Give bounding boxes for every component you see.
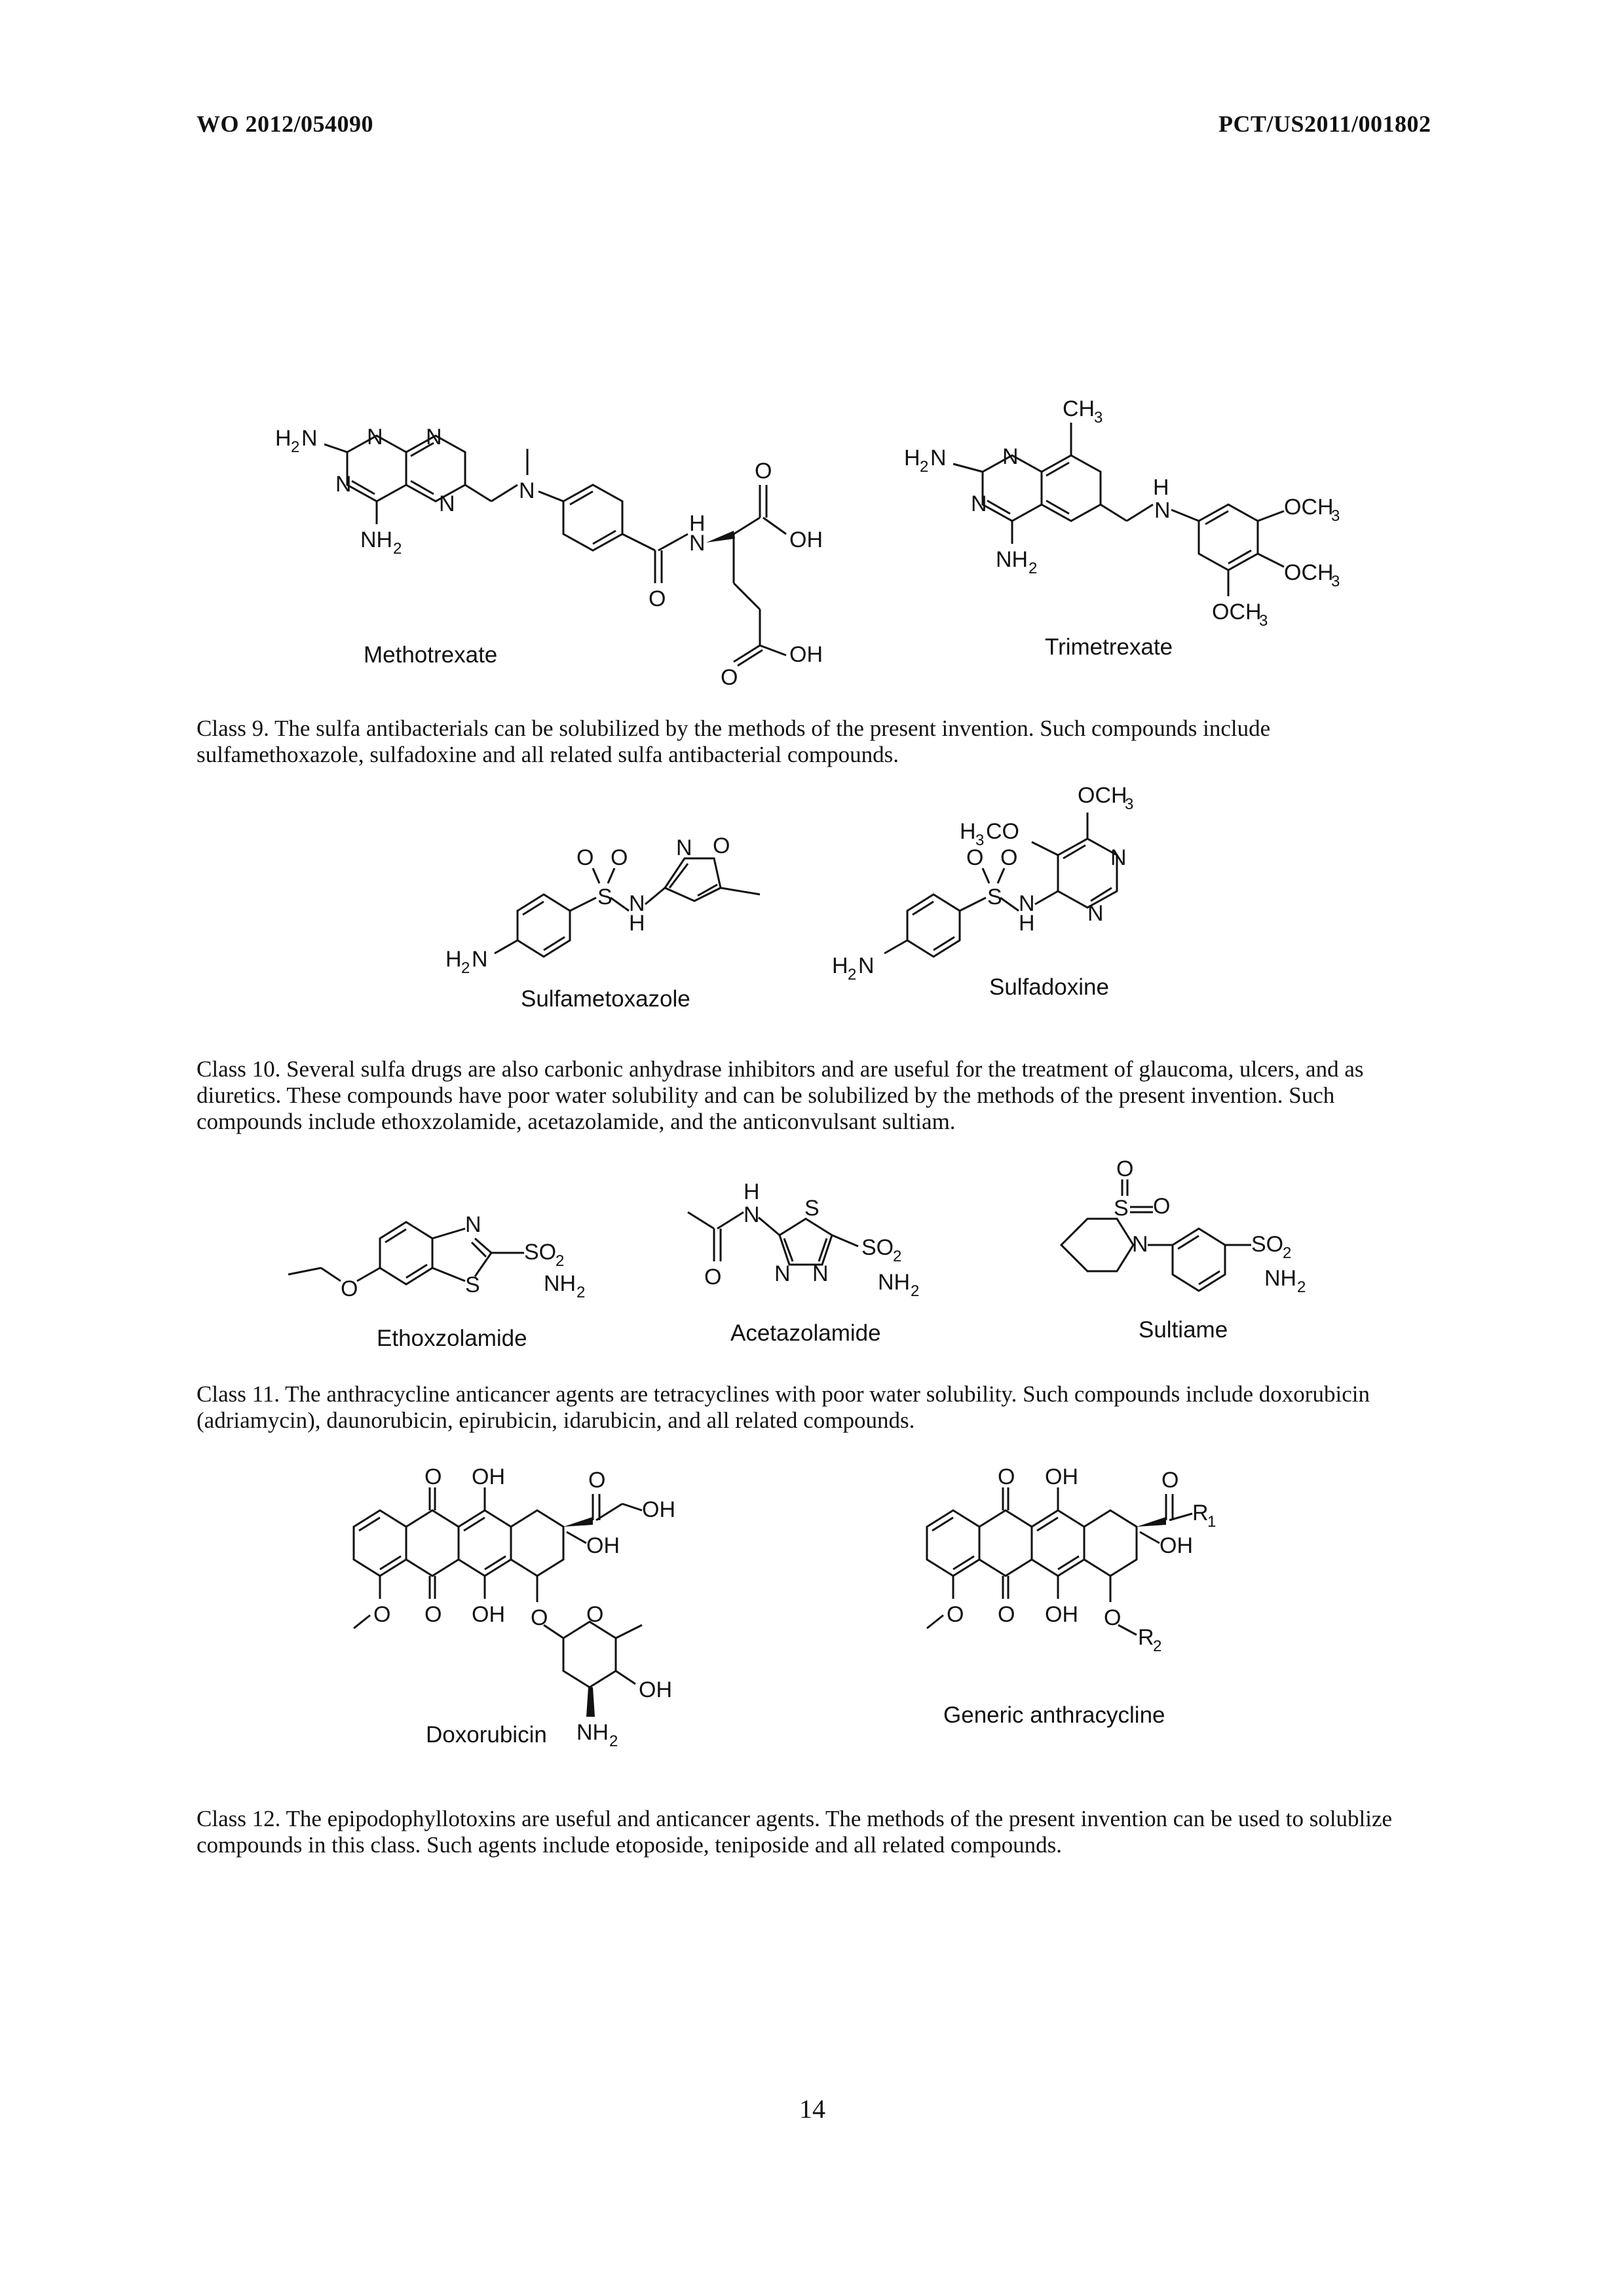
- caption-sulfadoxine: Sulfadoxine: [989, 974, 1109, 1000]
- svg-text:2: 2: [1028, 560, 1038, 577]
- svg-text:H: H: [689, 511, 706, 536]
- svg-text:R: R: [1138, 1625, 1154, 1650]
- svg-text:O: O: [531, 1605, 548, 1630]
- sultiame-structure: [1048, 1157, 1415, 1317]
- svg-text:OH: OH: [586, 1533, 620, 1558]
- svg-text:O: O: [611, 845, 628, 870]
- svg-text:O: O: [1116, 1157, 1134, 1181]
- svg-text:NH: NH: [1264, 1266, 1297, 1291]
- svg-text:H: H: [629, 911, 645, 936]
- svg-text:O: O: [649, 586, 666, 611]
- svg-text:3: 3: [1331, 507, 1340, 525]
- svg-text:H: H: [904, 446, 920, 470]
- svg-text:N: N: [335, 472, 352, 497]
- caption-sulfametoxazole: Sulfametoxazole: [521, 986, 690, 1012]
- svg-text:O: O: [998, 1602, 1015, 1627]
- svg-text:O: O: [755, 459, 772, 484]
- svg-text:O: O: [588, 1468, 606, 1493]
- svg-text:N: N: [774, 1261, 791, 1286]
- header-application-number: PCT/US2011/001802: [1218, 111, 1431, 137]
- svg-text:NH: NH: [576, 1720, 609, 1745]
- paragraph-class-10: Class 10. Several sulfa drugs are also carbonic anhydrase inhibitors and are useful for the treatment of glaucoma, ulcers, and as diuretics. These compounds have poor water solubility and can be solubilized by the methods of the present invention. Such compounds include ethoxzolamide, acetazolamide, and the anticonvulsant sultiam.: [197, 1056, 1364, 1134]
- svg-text:N: N: [1110, 845, 1127, 870]
- svg-text:O: O: [713, 833, 730, 858]
- svg-text:O: O: [341, 1276, 358, 1301]
- svg-text:2: 2: [1153, 1637, 1162, 1655]
- svg-text:3: 3: [1259, 612, 1268, 630]
- sulfametoxazole-structure: [439, 813, 806, 996]
- svg-text:OH: OH: [1045, 1464, 1078, 1489]
- svg-text:N: N: [1002, 444, 1019, 469]
- svg-text:OH: OH: [789, 527, 823, 552]
- paragraph-class-11: Class 11. The anthracycline anticancer agents are tetracyclines with poor water solubility. Such compounds include doxorubicin (adriamycin), daunorubicin, epirubicin, idarubicin, and all related compounds.: [197, 1381, 1370, 1433]
- svg-text:H: H: [445, 947, 462, 972]
- svg-text:S: S: [465, 1272, 480, 1297]
- caption-methotrexate: Methotrexate: [364, 642, 498, 668]
- svg-text:SO: SO: [861, 1235, 894, 1260]
- svg-text:OH: OH: [472, 1464, 505, 1489]
- svg-text:N: N: [519, 478, 535, 503]
- caption-sultiame: Sultiame: [1139, 1317, 1228, 1343]
- svg-text:O: O: [1000, 845, 1018, 870]
- svg-text:2: 2: [920, 458, 929, 476]
- svg-text:S: S: [1114, 1196, 1129, 1221]
- svg-text:2: 2: [1283, 1244, 1292, 1262]
- svg-text:3: 3: [1125, 795, 1134, 813]
- svg-text:OH: OH: [1160, 1533, 1193, 1558]
- svg-text:N: N: [930, 446, 947, 470]
- svg-text:N: N: [629, 891, 645, 916]
- svg-text:3: 3: [1331, 573, 1340, 590]
- sulfadoxine-structure: [822, 776, 1215, 993]
- svg-text:O: O: [1153, 1194, 1171, 1219]
- svg-text:3: 3: [975, 832, 985, 849]
- svg-text:H: H: [960, 819, 976, 844]
- svg-text:NH: NH: [360, 527, 393, 552]
- svg-text:O: O: [1104, 1605, 1122, 1630]
- svg-text:N: N: [689, 531, 706, 556]
- svg-text:OH: OH: [1045, 1602, 1078, 1627]
- svg-text:N: N: [1019, 891, 1035, 916]
- svg-text:2: 2: [911, 1282, 920, 1300]
- svg-text:N: N: [858, 953, 875, 978]
- svg-text:H: H: [1153, 475, 1169, 500]
- page-number: 14: [799, 2094, 825, 2124]
- svg-text:O: O: [998, 1464, 1015, 1489]
- svg-text:2: 2: [576, 1284, 586, 1301]
- svg-text:OH: OH: [642, 1497, 675, 1522]
- caption-doxorubicin: Doxorubicin: [426, 1722, 547, 1748]
- paragraph-class-9: Class 9. The sulfa antibacterials can be solubilized by the methods of the present invention. Such compounds include sulfamethoxazole, sulfadoxine and all related sulfa antibacterial compounds.: [197, 716, 1271, 767]
- svg-text:O: O: [373, 1602, 391, 1627]
- caption-trimetrexate: Trimetrexate: [1045, 634, 1173, 660]
- svg-text:S: S: [987, 885, 1002, 909]
- header-publication-number: WO 2012/054090: [197, 111, 374, 137]
- svg-text:2: 2: [393, 540, 402, 558]
- svg-text:O: O: [721, 665, 738, 690]
- svg-text:NH: NH: [544, 1271, 576, 1296]
- svg-text:1: 1: [1207, 1513, 1216, 1531]
- svg-text:OCH: OCH: [1284, 495, 1334, 520]
- svg-text:OH: OH: [789, 642, 823, 667]
- svg-text:2: 2: [556, 1252, 565, 1270]
- svg-text:H: H: [832, 953, 848, 978]
- caption-acetazolamide: Acetazolamide: [730, 1320, 881, 1346]
- svg-text:O: O: [424, 1602, 442, 1627]
- ethoxzolamide-structure: [275, 1193, 616, 1324]
- svg-text:SO: SO: [1251, 1232, 1284, 1257]
- svg-text:O: O: [424, 1464, 442, 1489]
- svg-text:2: 2: [848, 966, 857, 984]
- svg-text:OCH: OCH: [1078, 783, 1127, 808]
- svg-text:N: N: [472, 947, 488, 972]
- svg-text:S: S: [597, 885, 613, 909]
- trimetrexate-structure: [891, 393, 1415, 655]
- svg-text:OH: OH: [639, 1677, 672, 1702]
- svg-text:N: N: [367, 425, 383, 450]
- svg-text:SO: SO: [524, 1240, 557, 1265]
- svg-text:S: S: [804, 1196, 820, 1221]
- paragraph-class-12: Class 12. The epipodophyllotoxins are useful and anticancer agents. The methods of the present invention can be used to solublize compounds in this class. Such agents include etoposide, teniposide and all related compounds.: [197, 1806, 1393, 1858]
- svg-text:CO: CO: [986, 819, 1019, 844]
- svg-text:N: N: [465, 1212, 481, 1237]
- svg-text:NH: NH: [996, 547, 1028, 572]
- svg-text:H: H: [1019, 911, 1035, 936]
- svg-text:R: R: [1192, 1501, 1209, 1525]
- acetazolamide-structure: [681, 1173, 970, 1324]
- caption-ethoxzolamide: Ethoxzolamide: [377, 1326, 527, 1351]
- doxorubicin-structure: [341, 1464, 799, 1782]
- svg-text:N: N: [744, 1202, 760, 1227]
- caption-generic-anthracycline: Generic anthracycline: [943, 1702, 1165, 1728]
- methotrexate-structure: [262, 393, 884, 695]
- svg-text:2: 2: [893, 1248, 902, 1265]
- svg-text:N: N: [1154, 498, 1171, 523]
- svg-text:OH: OH: [472, 1602, 505, 1627]
- svg-text:H: H: [275, 426, 292, 451]
- svg-text:O: O: [586, 1602, 604, 1627]
- svg-text:O: O: [704, 1265, 722, 1290]
- svg-text:2: 2: [291, 438, 300, 456]
- svg-text:N: N: [676, 835, 692, 860]
- svg-text:N: N: [301, 426, 318, 451]
- svg-text:OCH: OCH: [1212, 600, 1262, 624]
- svg-text:O: O: [576, 845, 594, 870]
- svg-text:CH: CH: [1063, 396, 1095, 421]
- svg-text:N: N: [439, 491, 455, 516]
- svg-text:H: H: [744, 1179, 760, 1204]
- svg-text:O: O: [1161, 1468, 1179, 1493]
- generic-anthracycline-structure: [914, 1464, 1320, 1710]
- svg-text:N: N: [1087, 901, 1104, 926]
- svg-text:N: N: [426, 425, 442, 450]
- svg-text:2: 2: [461, 959, 470, 977]
- svg-text:2: 2: [609, 1732, 618, 1750]
- svg-text:N: N: [971, 491, 987, 516]
- svg-text:O: O: [947, 1602, 964, 1627]
- svg-text:NH: NH: [878, 1270, 911, 1295]
- svg-text:O: O: [966, 845, 984, 870]
- svg-text:2: 2: [1297, 1278, 1306, 1296]
- svg-text:OCH: OCH: [1284, 560, 1334, 585]
- svg-text:N: N: [812, 1261, 829, 1286]
- svg-text:3: 3: [1094, 409, 1103, 427]
- svg-text:N: N: [1132, 1232, 1148, 1257]
